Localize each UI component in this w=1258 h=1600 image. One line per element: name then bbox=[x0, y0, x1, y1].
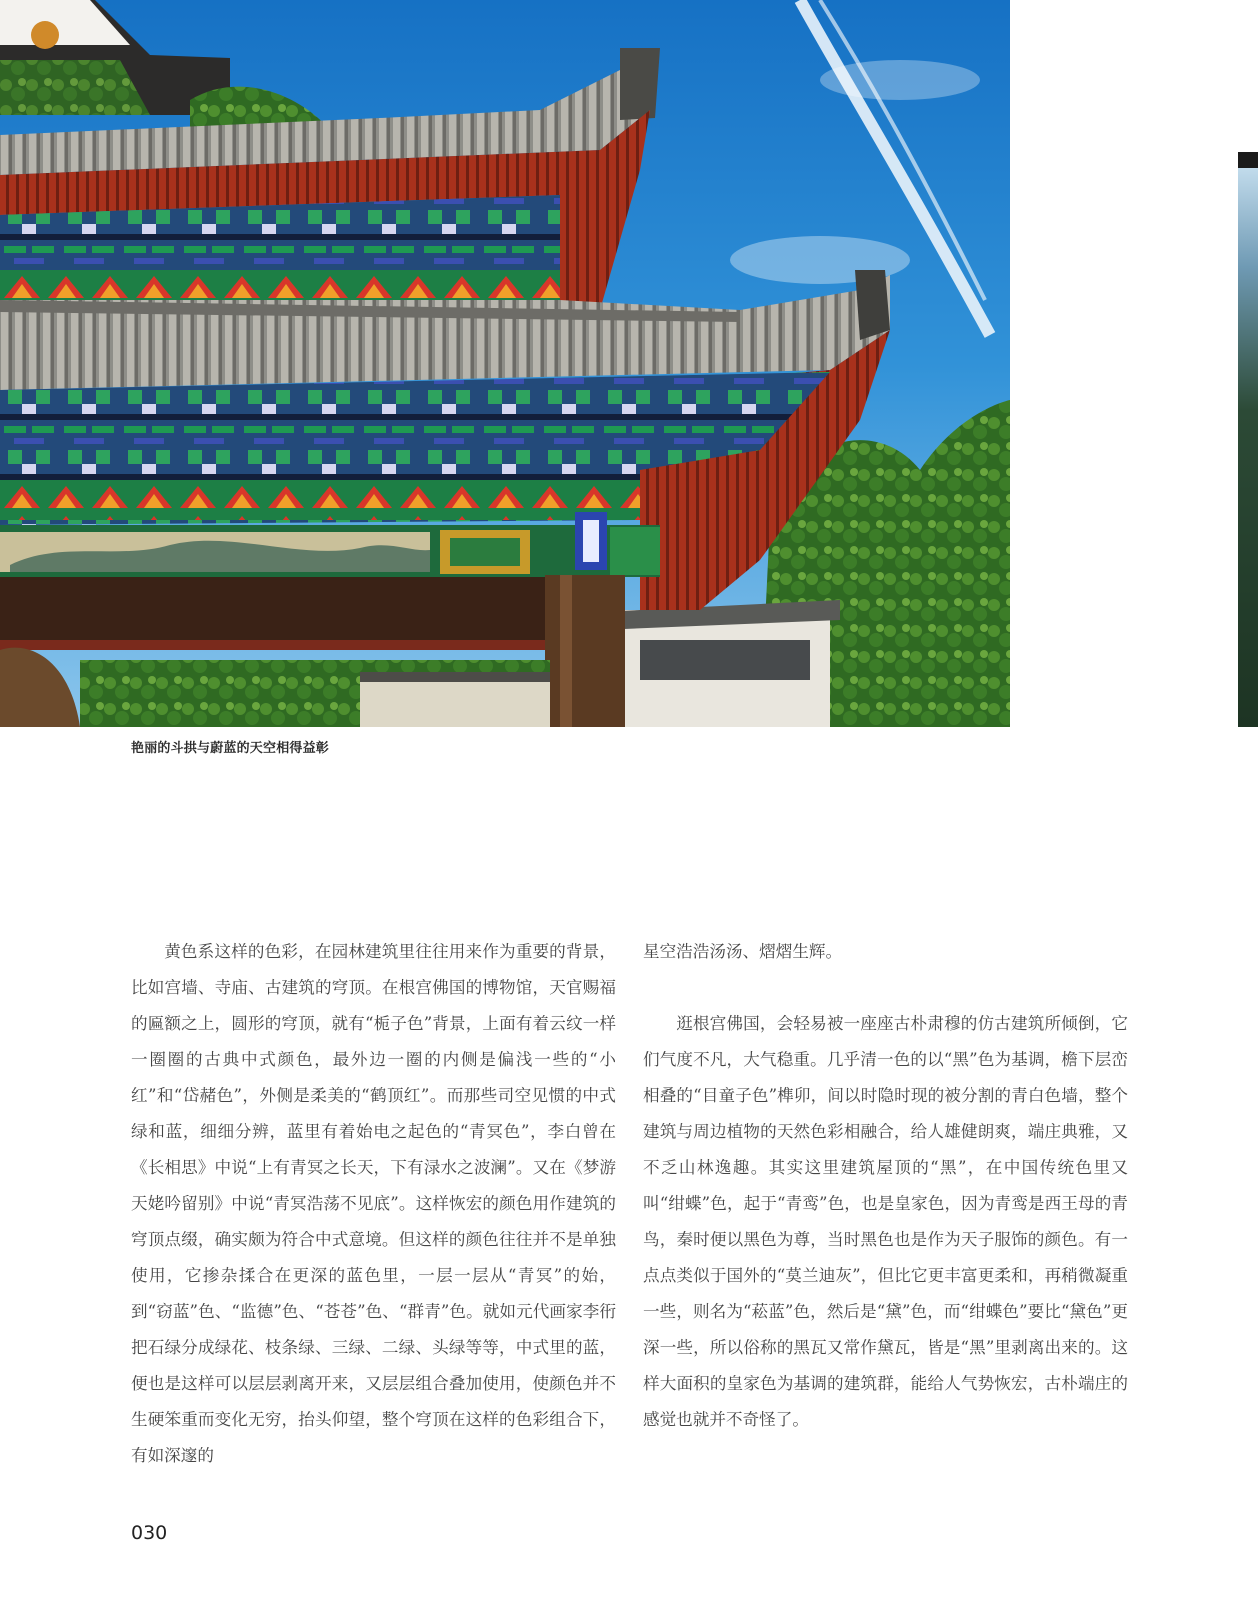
photo-caption: 艳丽的斗拱与蔚蓝的天空相得益彰 bbox=[131, 741, 330, 756]
article-paragraph-continuation: 星空浩浩汤汤、熠熠生辉。 bbox=[643, 942, 843, 961]
article-paragraph: 逛根宫佛国，会轻易被一座座古朴肃穆的仿古建筑所倾倒，它们气度不凡，大气稳重。几乎清一色的以“黑”色为基调，檐下层峦相叠的“目童子色”榫卯，间以时隐时现的被分割的青白色墙，整个建筑与周边植物的天然色彩相融合，给人雄健朗爽，端庄典雅，又不乏山林逸趣。其实这里建筑屋顶的“黑”，在中国传统色里又叫“绀蝶”色，起于“青鸾”色，也是皇家色，因为青鸾是西王母的青鸟，秦时便以黑色为尊，当时黑色也是作为天子服饰的颜色。有一点点类似于国外的“莫兰迪灰”，但比它更丰富更柔和，再稍微凝重一些，则名为“菘蓝”色，然后是“黛”色，而“绀蝶色”要比“黛色”更深一些，所以俗称的黑瓦又常作黛瓦，皆是“黑”里剥离出来的。这样大面积的皇家色为基调的建筑群，能给人气势恢宏，古朴端庄的感觉也就并不奇怪了。 bbox=[643, 1014, 1128, 1429]
article-paragraph: 黄色系这样的色彩，在园林建筑里往往用来作为重要的背景，比如宫墙、寺庙、古建筑的穹顶。在根宫佛国的博物馆，天官赐福的匾额之上，圆形的穹顶，就有“栀子色”背景，上面有着云纹一样一圈圈的古典中式颜色，最外边一圈的内侧是偏浅一些的“小红”和“岱赭色”，外侧是柔美的“鹤顶红”。而那些司空见惯的中式绿和蓝，细细分辨，蓝里有着始电之起色的“青冥色”，李白曾在《长相思》中说“上有青冥之长天，下有渌水之波澜”。又在《梦游天姥吟留别》中说“青冥浩荡不见底”。这样恢宏的颜色用作建筑的穹顶点缀，确实颇为符合中式意境。但这样的颜色往往并不是单独使用，它掺杂揉合在更深的蓝色里，一层一层从“青冥”的始，到“窃蓝”色、“监德”色、“苍苍”色、“群青”色。就如元代画家李衎把石绿分成绿花、枝条绿、三绿、二绿、头绿等等，中式里的蓝，便也是这样可以层层剥离开来，又层层组合叠加使用，使颜色并不生硬笨重而变化无穷，抬头仰望，整个穹顶在这样的色彩组合下，有如深邃的 bbox=[131, 942, 616, 1465]
paragraph-gap bbox=[643, 970, 1128, 1006]
temple-eaves-illustration bbox=[0, 0, 1010, 727]
temple-eaves-photo bbox=[0, 0, 1010, 727]
article-column-right bbox=[643, 934, 1128, 1438]
article-column-left bbox=[131, 934, 616, 1474]
adjacent-photo-roofline bbox=[1238, 152, 1258, 168]
adjacent-photo-edge bbox=[1238, 152, 1258, 727]
page-number: 030 bbox=[131, 1522, 168, 1544]
